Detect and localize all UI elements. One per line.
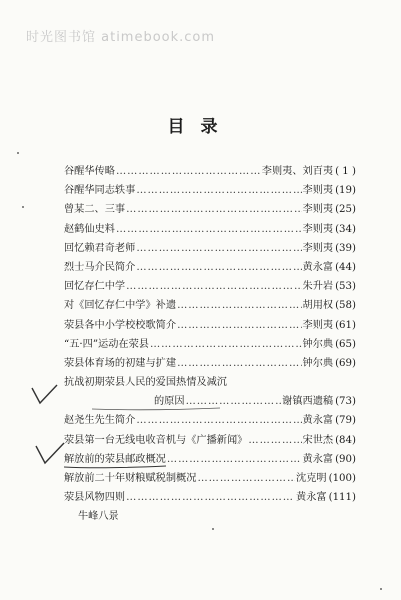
- toc-entry-title: 解放前二十年财粮赋税制概况: [64, 473, 197, 484]
- toc-row: [64, 335, 356, 354]
- toc-entry-author: 李则夷、刘百夷: [261, 166, 334, 177]
- toc-entry-author: 黄永富: [302, 453, 334, 465]
- toc-entry-page: (73): [335, 396, 356, 408]
- toc-row: [64, 296, 356, 315]
- toc-entry-page: (100): [328, 473, 356, 484]
- toc-subentry: 牛峰八景: [78, 511, 119, 523]
- toc-entry-title: 的原因: [154, 396, 185, 408]
- toc-row: [64, 316, 356, 335]
- toc-entry-page: (39): [335, 242, 356, 254]
- toc-entry-title: 抗战初期荥县人民的爱国热情及减沉: [64, 377, 227, 389]
- toc-row: [64, 469, 356, 488]
- toc-entry-author: 胡用权: [302, 300, 334, 312]
- toc-entry-author: 朱升岩: [302, 281, 334, 293]
- paper-speck: [22, 206, 24, 208]
- toc-entry-author: 钟尔典: [302, 357, 334, 369]
- toc-entry-title: 谷醒华传略: [64, 166, 115, 177]
- toc-row: [64, 239, 356, 258]
- page-title: 目录: [167, 117, 234, 137]
- toc-entry-page: (58): [335, 300, 356, 312]
- toc-entry-author: 李则夷: [302, 185, 334, 197]
- toc-leader-dots: [126, 204, 301, 215]
- toc-row: [64, 220, 356, 239]
- paper-speck: [380, 588, 382, 590]
- toc-entry-page: (44): [335, 261, 356, 273]
- watermark: 时光图书馆 atimebook.com: [26, 30, 216, 45]
- toc-entry-title: 回忆存仁中学: [64, 281, 126, 293]
- toc-leader-dots: [197, 473, 295, 484]
- toc-leader-dots: [126, 492, 295, 503]
- toc-entry-title: 荥县风物四则: [64, 492, 126, 504]
- toc-entry-author: 李则夷: [302, 242, 334, 254]
- toc-entry-title: 赵尧生先生简介: [64, 415, 136, 427]
- toc-entry-page: (84): [335, 434, 356, 446]
- toc-entry-page: ( 1 ): [335, 166, 356, 177]
- pencil-underline-icon: [90, 406, 222, 412]
- toc-row: [64, 277, 356, 296]
- toc-entry-page: (65): [335, 338, 356, 350]
- pencil-underline-icon: [62, 463, 168, 471]
- toc-entry-author: 黄永富: [302, 415, 334, 427]
- toc-entry-title: 谷醒华同志轶事: [64, 185, 136, 197]
- toc-row: [64, 488, 356, 507]
- toc-entry-author: 黄永富: [296, 492, 327, 504]
- toc-entry-title: 对《回忆存仁中学》补遗: [64, 300, 177, 312]
- toc-entry-page: (34): [335, 223, 356, 235]
- toc-leader-dots: [150, 339, 302, 350]
- toc-leader-dots: [248, 435, 301, 446]
- toc-leader-dots: [177, 358, 301, 369]
- toc-entry-author: 谢镇西遗稿: [282, 396, 334, 408]
- toc-leader-dots: [126, 281, 301, 292]
- toc-leader-dots: [116, 166, 261, 177]
- handwritten-checkmark-icon: [30, 384, 60, 406]
- toc-leader-dots: [136, 185, 301, 196]
- toc-leader-dots: [136, 415, 301, 426]
- toc-entry-title: 回忆赖君奇老师: [64, 242, 136, 254]
- toc-entry-title: 曾某二、三事: [64, 204, 126, 216]
- toc-entry-page: (53): [335, 281, 356, 293]
- toc-entry-title: 荥县各中小学校校歌简介: [64, 319, 177, 331]
- toc-entry-author: 李则夷: [302, 319, 334, 331]
- toc-entry-title: “五·四”运动在荥县: [64, 338, 149, 350]
- toc-row: [64, 162, 356, 181]
- toc-leader-dots: [116, 224, 302, 235]
- toc-entry-page: (61): [335, 319, 356, 331]
- toc-leader-dots: [177, 300, 301, 311]
- toc-entry-author: 黄永富: [302, 261, 334, 273]
- paper-speck: [17, 152, 19, 154]
- toc-entry-title: 赵鹤仙史料: [64, 223, 115, 235]
- toc-row: [64, 431, 356, 450]
- toc-row: [64, 354, 356, 373]
- toc-entry-page: (19): [335, 185, 356, 197]
- toc-entry-page: (69): [335, 357, 356, 369]
- toc-leader-dots: [177, 320, 301, 331]
- toc-entry-page: (79): [335, 415, 356, 427]
- toc-entry-author: 沈克明: [296, 473, 327, 484]
- toc-leader-dots: [167, 454, 302, 465]
- toc-row: [64, 200, 356, 219]
- toc-entry-title: 烈士马介民简介: [64, 261, 136, 273]
- toc-entry-title: 荥县第一台无线电收音机与《广播新闻》: [64, 434, 248, 446]
- toc-row: [64, 181, 356, 200]
- toc-entry-page: (111): [328, 492, 356, 504]
- toc-entry-title: 解放前的荥县邮政概况: [64, 453, 166, 465]
- toc-row: [64, 258, 356, 277]
- paper-speck: [212, 528, 214, 530]
- toc-row: [64, 411, 356, 430]
- table-of-contents: [64, 162, 356, 526]
- toc-entry-author: 宋世杰: [302, 434, 334, 446]
- toc-leader-dots: [136, 262, 301, 273]
- toc-leader-dots: [136, 243, 301, 254]
- toc-entry-page: (25): [335, 204, 356, 216]
- toc-entry-author: 钟尔典: [302, 338, 334, 350]
- toc-entry-author: 李则夷: [302, 223, 334, 235]
- toc-entry-page: (90): [335, 453, 356, 465]
- toc-row: [64, 373, 356, 392]
- toc-entry-title: 荥县体育场的初建与扩建: [64, 357, 177, 369]
- toc-entry-author: 李则夷: [302, 204, 334, 216]
